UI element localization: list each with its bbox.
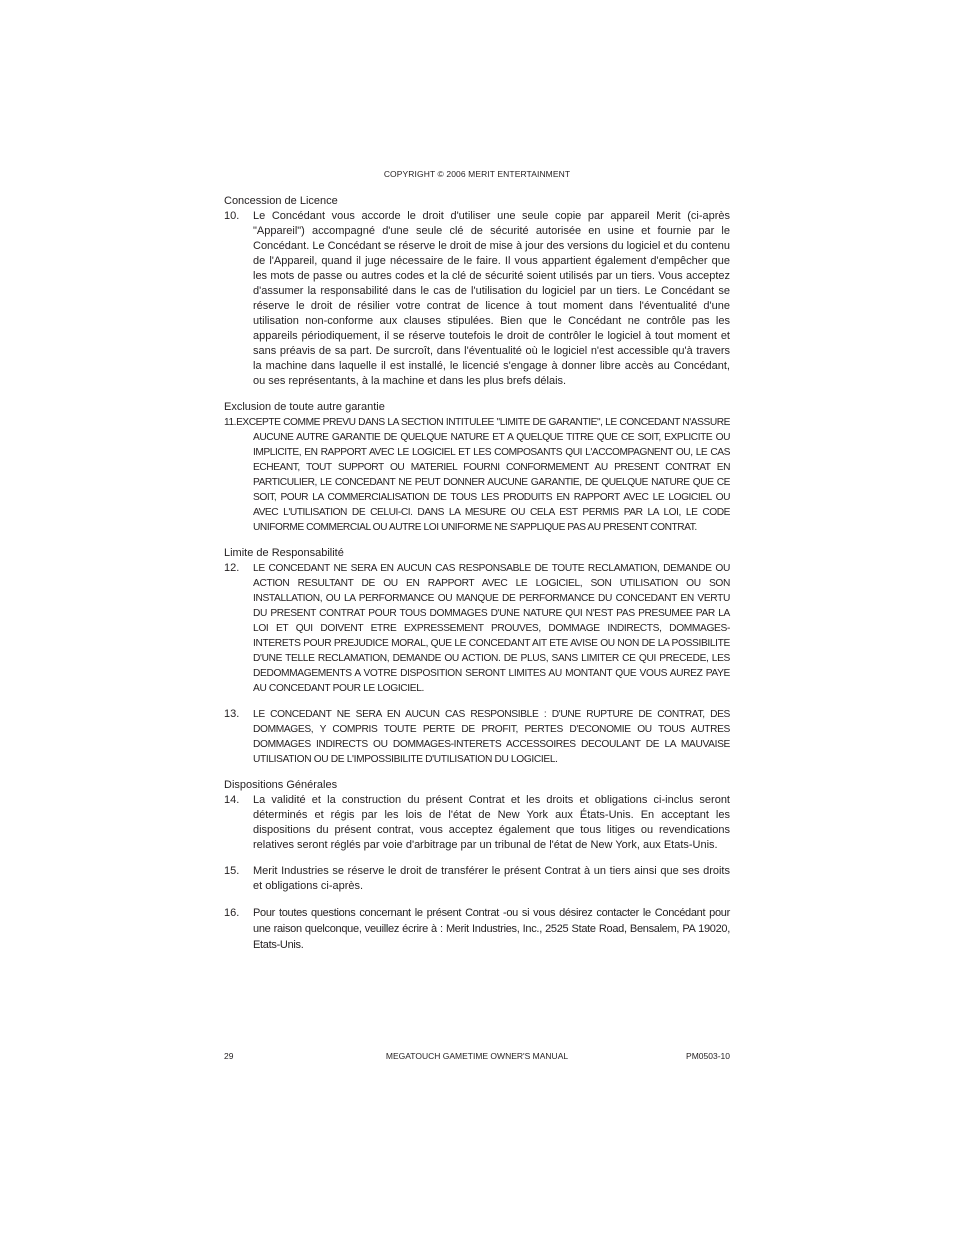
clause-11 [224, 415, 730, 535]
clause-text: LE CONCEDANT NE SERA EN AUCUN CAS RESPONSIBLE : D'UNE RUPTURE DE CONTRAT, DES DOMMAGES, Y COMPRIS TOUTE PERTE DE PROFIT, PERTES D'ECONOMIE OU TOUS AUTRES DOMMAGES INDIRECTS OU DOMMAGES-INTERETS ACCESSOIRES DECOULANT DE LA MAUVAISE UTILISATION OU DE L'IMPOSSIBILITE D'UTILISATION DU LOGICIEL. [253, 709, 730, 765]
clause-14 [224, 793, 730, 853]
section-heading-liability: Limite de Responsabilité [224, 547, 344, 559]
section-heading-licence: Concession de Licence [224, 195, 338, 207]
clause-text: Pour toutes questions concernant le présent Contrat -ou si vous désirez contacter le Concédant pour une raison quelconque, veuillez écrire à : Merit Industries, Inc., 2525 State Road, Bensalem, PA 19020, Etats-Unis. [253, 907, 730, 951]
document-body [224, 194, 730, 953]
clause-15 [224, 864, 730, 894]
clause-12 [224, 561, 730, 696]
clause-number: 11. [224, 417, 237, 428]
clause-number: 13. [224, 708, 240, 720]
document-code: PM0503-10 [686, 1051, 730, 1061]
manual-title: MEGATOUCH GAMETIME OWNER'S MANUAL [385, 1051, 569, 1061]
clause-text: LE CONCEDANT NE SERA EN AUCUN CAS RESPONSABLE DE TOUTE RECLAMATION, DEMANDE OU ACTION RESULTANT DE OU EN RAPPORT AVEC LE LOGICIEL, SON UTILISATION OU SON INSTALLATION, OU LA PERFORMANCE OU MANQUE DE PERFORMANCE DU CONCEDANT EN VERTU DU PRESENT CONTRAT POUR TOUS DOMMAGES D'UNE NATURE QUI N'EST PAS PRESUMEE PAR LA LOI ET QUI DOIVENT ETRE EXPRESSEMENT PROUVES, DOMMAGE INDIRECTS, DOMMAGES-INTERETS POUR PREJUDICE MORAL, QUE LE CONCEDANT AIT ETE AVISE OU NON DE LA POSSIBILITE D'UNE TELLE RECLAMATION, DEMANDE OU ACTION. DE PLUS, SANS LIMITER CE QUI PRECEDE, LES DEDOMMAGEMENTS A VOTRE DISPOSITION SERONT LIMITES AU MONTANT QUE VOUS AUREZ PAYE AU CONCEDANT POUR LE LOGICIEL. [253, 563, 730, 694]
section-heading-exclusion: Exclusion de toute autre garantie [224, 401, 385, 413]
clause-number: 15. [224, 865, 240, 877]
clause-text: EXCEPTE COMME PREVU DANS LA SECTION INTITULEE "LIMITE DE GARANTIE", LE CONCEDANT N'ASSURE AUCUNE AUTRE GARANTIE DE QUELQUE NATURE ET A QUELQUE TITRE QUE CE SOIT, EXPLICITE OU IMPLICITE, EN RAPPORT AVEC LE LOGICIEL ET LES COMPOSANTS QUI L'ACCOMPAGNENT OU, LE CAS ECHEANT, TOUT SUPPORT OU MATERIEL FOURNI CONFORMEMENT AU PRESENT CONTRAT EN PARTICULIER, LE CONCEDANT NE PEUT DONNER AUCUNE GARANTIE, DE QUELQUE NATURE QUE CE SOIT, POUR LA COMMERCIALISATION DE TOUS LES PRODUITS EN RAPPORT AVEC LE LOGICIEL OU AVEC L'UTILISATION DE CELUI-CI. DANS LA MESURE OU CELA EST PERMIS PAR LA LOI, LE CODE UNIFORME COMMERCIAL OU AUTRE LOI UNIFORME NE S'APPLIQUE PAS AU PRESENT CONTRAT. [236, 417, 730, 533]
page-number: 29 [224, 1051, 234, 1061]
clause-16 [224, 905, 730, 953]
clause-number: 16. [224, 907, 240, 919]
clause-text: Le Concédant vous accorde le droit d'utiliser une seule copie par appareil Merit (ci-après "Appareil") accompagné d'une seule clé de sécurité autorisée en usine et fournie par le Concédant. Le Concédant se réserve le droit de mise à jour des versions du logiciel et du contenu de l'Appareil, quand il juge nécessaire de le faire. Il vous appartient également d'empêcher que les mots de passe ou autres codes et la clé de sécurité soient utilisés par un tiers. Vous acceptez d'assumer la responsabilité dans le cas de l'utilisation du logiciel par un tiers. Le Concédant se réserve le droit de résilier votre contrat de licence à tout moment dans l'éventualité d'une utilisation non-conforme aux clauses stipulées. Bien que le Concédant ne contrôle pas les appareils périodiquement, il se réserve toutefois le droit de contrôler le logiciel à tout moment et sans préavis de sa part. De surcroît, dans l'éventualité où le logiciel n'est accessible qu'à travers la machine dans laquelle il est installé, le licencié s'engage à donner libre accès au Concédant, ou ses représentants, à la machine et dans les plus brefs délais. [253, 210, 730, 387]
copyright-header: COPYRIGHT © 2006 MERIT ENTERTAINMENT [383, 169, 571, 179]
clause-13 [224, 707, 730, 767]
clause-number: 12. [224, 562, 240, 574]
section-heading-general: Dispositions Générales [224, 779, 338, 791]
clause-text: Merit Industries se réserve le droit de transférer le présent Contrat à un tiers ainsi que ses droits et obligations ci-après. [253, 865, 730, 892]
clause-number: 10. [224, 210, 240, 222]
clause-text: La validité et la construction du présent Contrat et les droits et obligations ci-inclus seront déterminés et régis par les lois de l'état de New York aux États-Unis. En acceptant les dispositions du présent contrat, vous acceptez également que tous litiges ou revendications relatives seront réglés par voie d'arbitrage par un tribunal de l'état de New York, aux Etats-Unis. [253, 794, 730, 851]
clause-number: 14. [224, 794, 240, 806]
clause-10 [224, 209, 730, 389]
